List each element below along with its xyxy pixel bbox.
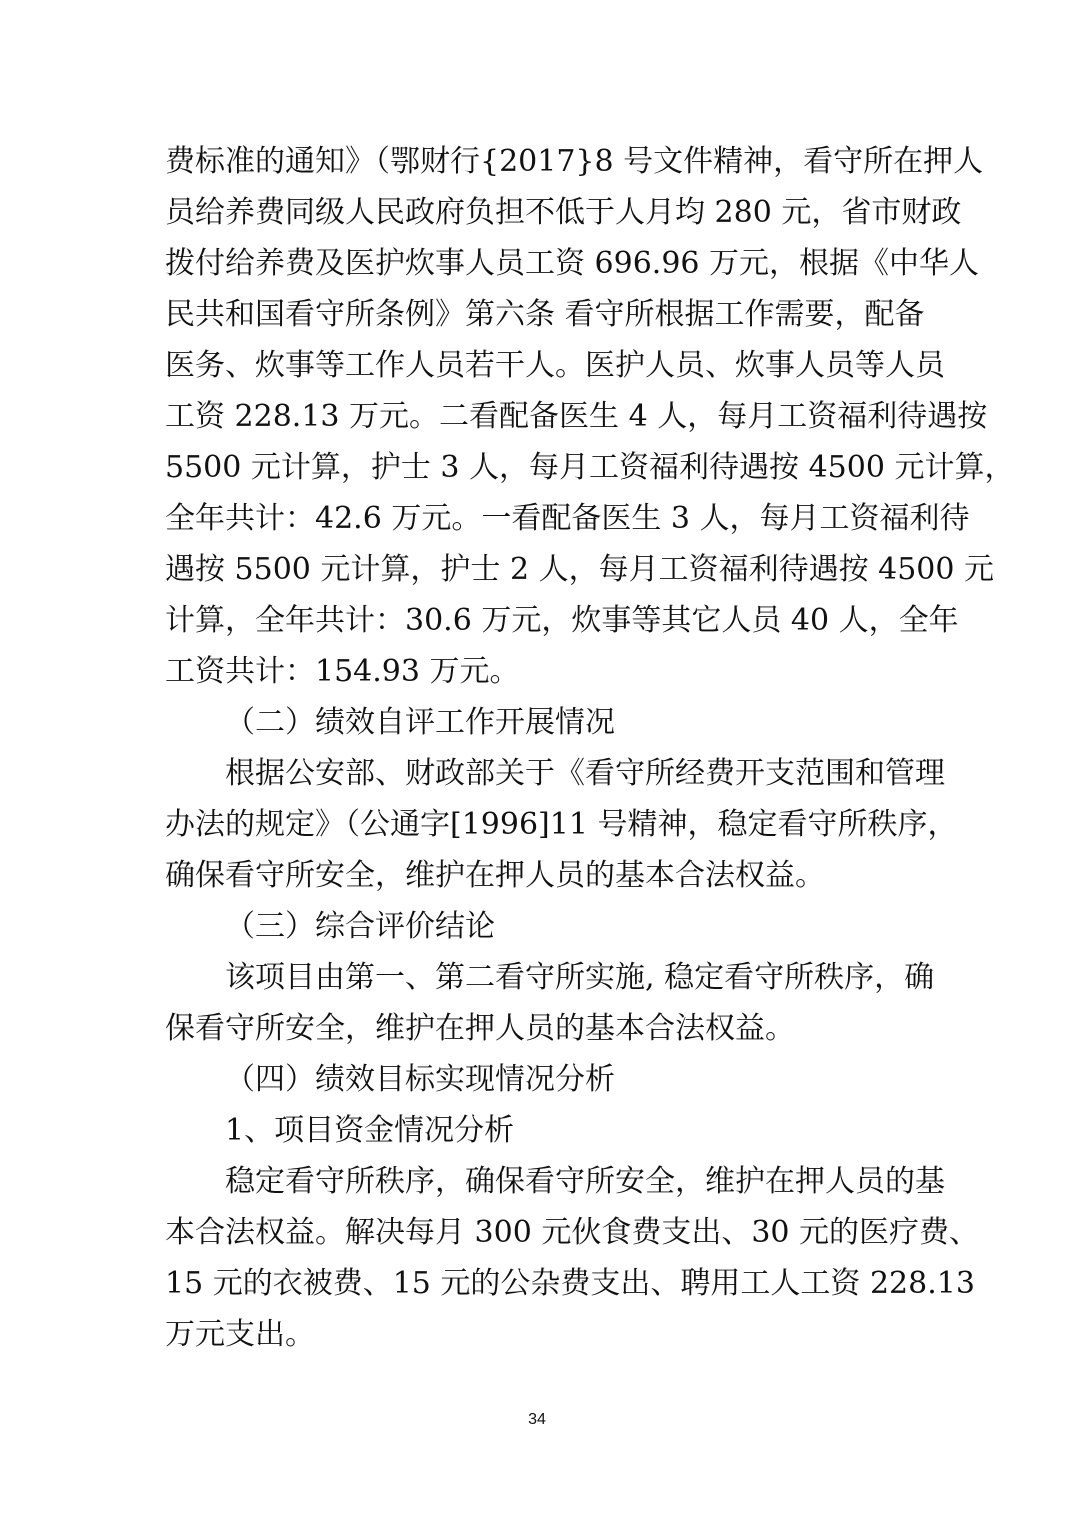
page-number: 34 — [528, 1411, 546, 1428]
paragraph-line: 15 元的衣被费、15 元的公杂费支出、聘用工人工资 228.13 — [165, 1266, 975, 1301]
paragraph-line: 办法的规定》（公通字[1996]11 号精神，稳定看守所秩序， — [165, 807, 958, 842]
paragraph-line: 稳定看守所秩序，确保看守所安全，维护在押人员的基 — [225, 1164, 945, 1199]
section-heading: （二）绩效自评工作开展情况 — [225, 705, 615, 740]
paragraph-line: 工资共计：154.93 万元。 — [165, 654, 520, 689]
paragraph-line: 员给养费同级人民政府负担不低于人月均 280 元，省市财政 — [165, 195, 962, 230]
paragraph-line: 计算，全年共计：30.6 万元，炊事等其它人员 40 人，全年 — [165, 603, 959, 638]
paragraph-line: 全年共计：42.6 万元。一看配备医生 3 人，每月工资福利待 — [165, 501, 970, 536]
paragraph-line: 工资 228.13 万元。二看配备医生 4 人，每月工资福利待遇按 — [165, 399, 988, 434]
section-heading: （四）绩效目标实现情况分析 — [225, 1062, 615, 1097]
paragraph-line: 民共和国看守所条例》第六条 看守所根据工作需要，配备 — [165, 297, 925, 332]
paragraph-line: 保看守所安全，维护在押人员的基本合法权益。 — [165, 1011, 795, 1046]
paragraph-line: 万元支出。 — [165, 1317, 315, 1352]
paragraph-line: 费标准的通知》（鄂财行{2017}8 号文件精神，看守所在押人 — [165, 144, 984, 179]
subsection-heading: 1、项目资金情况分析 — [225, 1113, 515, 1148]
paragraph-line: 遇按 5500 元计算，护士 2 人，每月工资福利待遇按 4500 元 — [165, 552, 994, 587]
paragraph-line: 本合法权益。解决每月 300 元伙食费支出、30 元的医疗费、 — [165, 1215, 980, 1250]
paragraph-line: 确保看守所安全，维护在押人员的基本合法权益。 — [165, 858, 825, 893]
paragraph-line: 根据公安部、财政部关于《看守所经费开支范围和管理 — [225, 756, 945, 791]
paragraph-line: 拨付给养费及医护炊事人员工资 696.96 万元，根据《中华人 — [165, 246, 980, 281]
paragraph-line: 该项目由第一、第二看守所实施, 稳定看守所秩序，确 — [225, 960, 935, 995]
paragraph-line: 5500 元计算，护士 3 人，每月工资福利待遇按 4500 元计算， — [165, 450, 1015, 485]
section-heading: （三）综合评价结论 — [225, 909, 495, 944]
paragraph-line: 医务、炊事等工作人员若干人。医护人员、炊事人员等人员 — [165, 348, 945, 383]
